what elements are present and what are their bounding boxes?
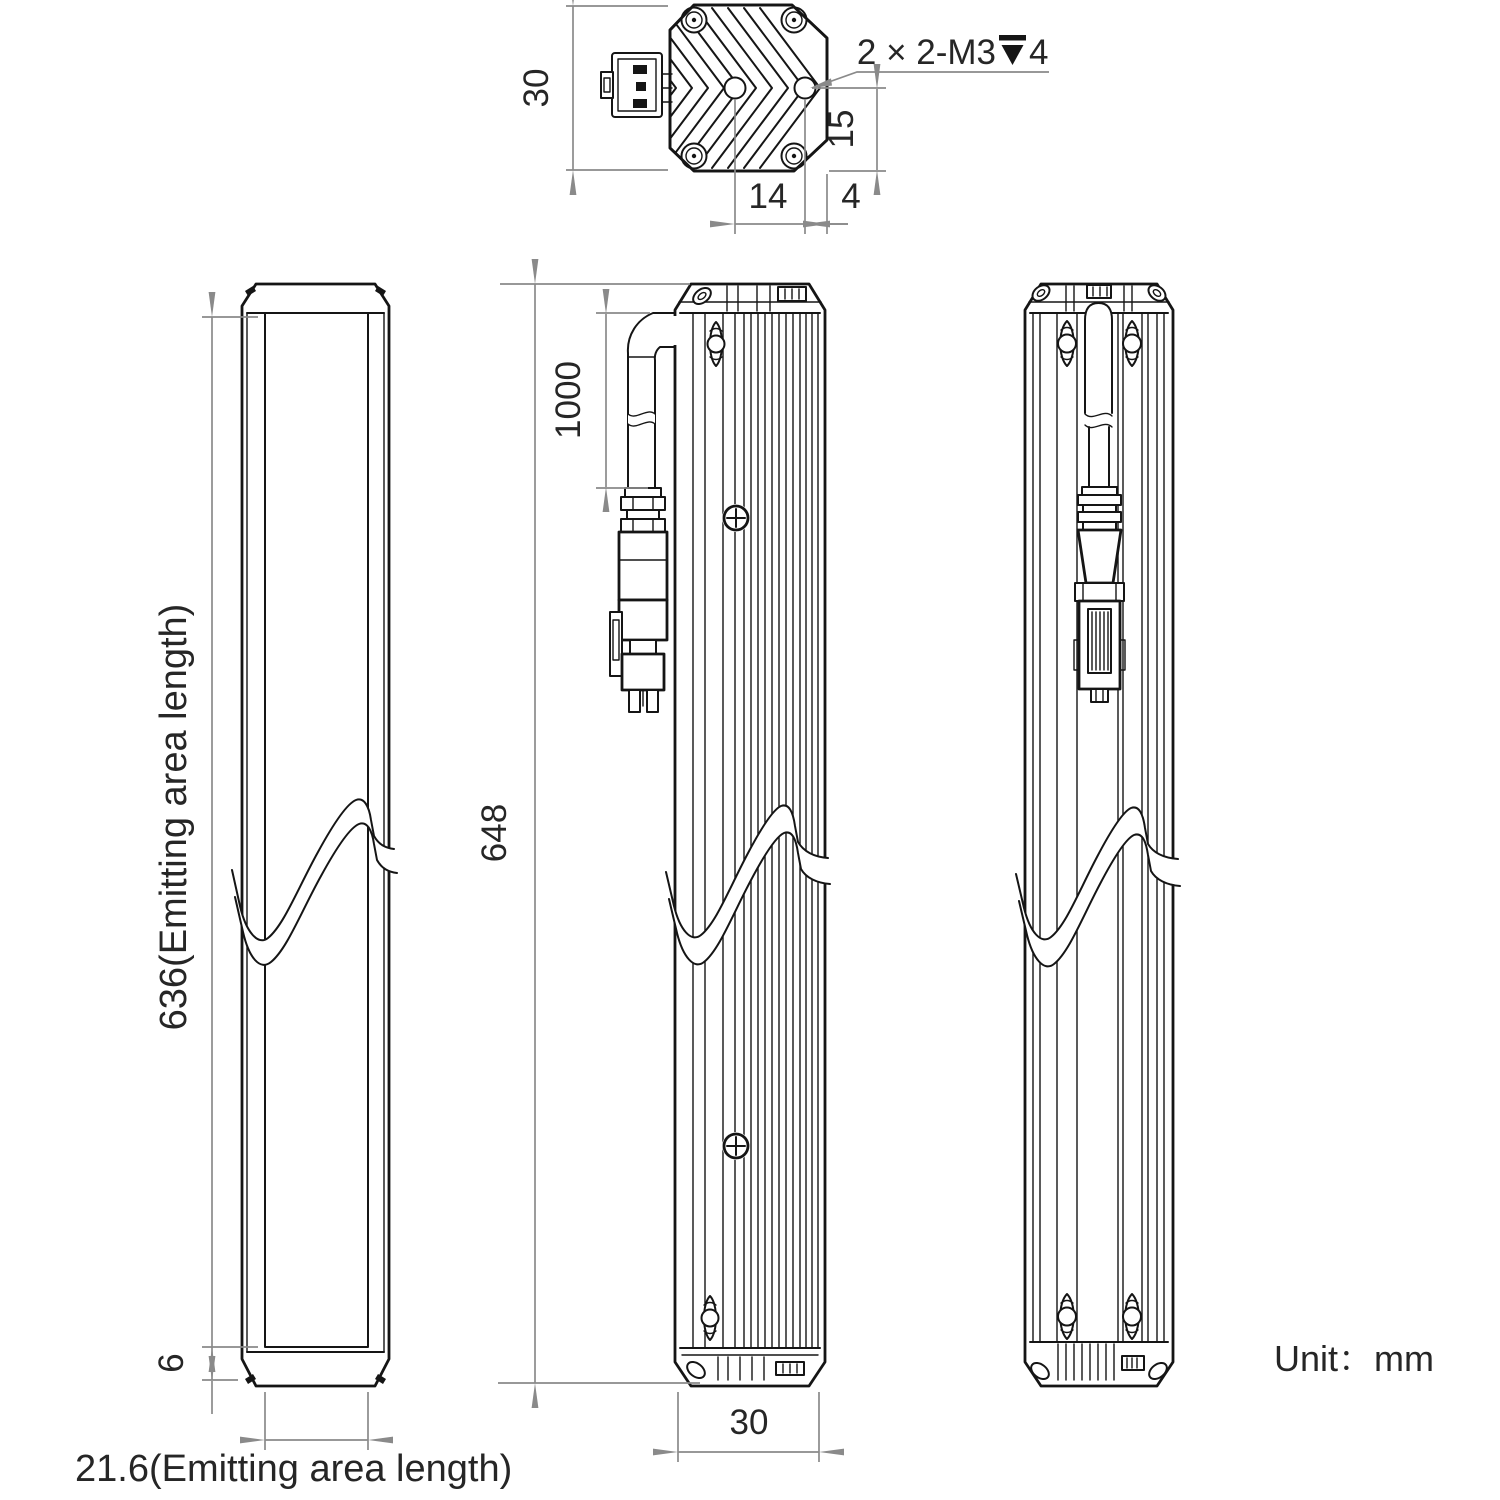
end-view-connector — [601, 53, 672, 117]
dim-cable-length: 1000 — [549, 361, 588, 439]
connector-boot — [1078, 530, 1121, 583]
dim-hole-vertical: 15 — [822, 109, 861, 149]
connector-latch — [601, 72, 613, 98]
dim-end-offset: 6 — [152, 1353, 191, 1373]
dim-emitting-length: 636(Emitting area length) — [153, 603, 195, 1031]
thread-callout-depth: 4 — [1029, 33, 1049, 72]
dim-hole-spacing: 14 — [748, 177, 788, 216]
dim-hole-edge: 4 — [841, 177, 861, 216]
side-cable — [628, 313, 678, 488]
front-view — [232, 284, 397, 1386]
side-body — [675, 284, 825, 1386]
thread-callout — [810, 33, 1049, 88]
side-screw-upper — [722, 504, 750, 532]
side-connector — [610, 488, 667, 712]
rear-connector — [1074, 487, 1125, 702]
thread-callout-text: 2 × 2-M3 — [856, 33, 996, 72]
depth-symbol-icon — [999, 35, 1026, 65]
rear-view — [1016, 282, 1180, 1386]
rear-body — [1025, 284, 1173, 1386]
dim-body-width: 30 — [729, 1403, 769, 1442]
side-screw-lower — [722, 1132, 750, 1160]
mounting-hole-left — [725, 78, 746, 99]
dim-emitting-width: 21.6(Emitting area length) — [75, 1448, 513, 1490]
dim-overall-length: 648 — [475, 803, 514, 863]
dim-top-height: 30 — [517, 68, 556, 108]
unit-note: Unit：mm — [1274, 1338, 1434, 1379]
connector-clip — [610, 612, 622, 676]
side-view — [610, 284, 830, 1386]
end-view — [600, 5, 827, 171]
